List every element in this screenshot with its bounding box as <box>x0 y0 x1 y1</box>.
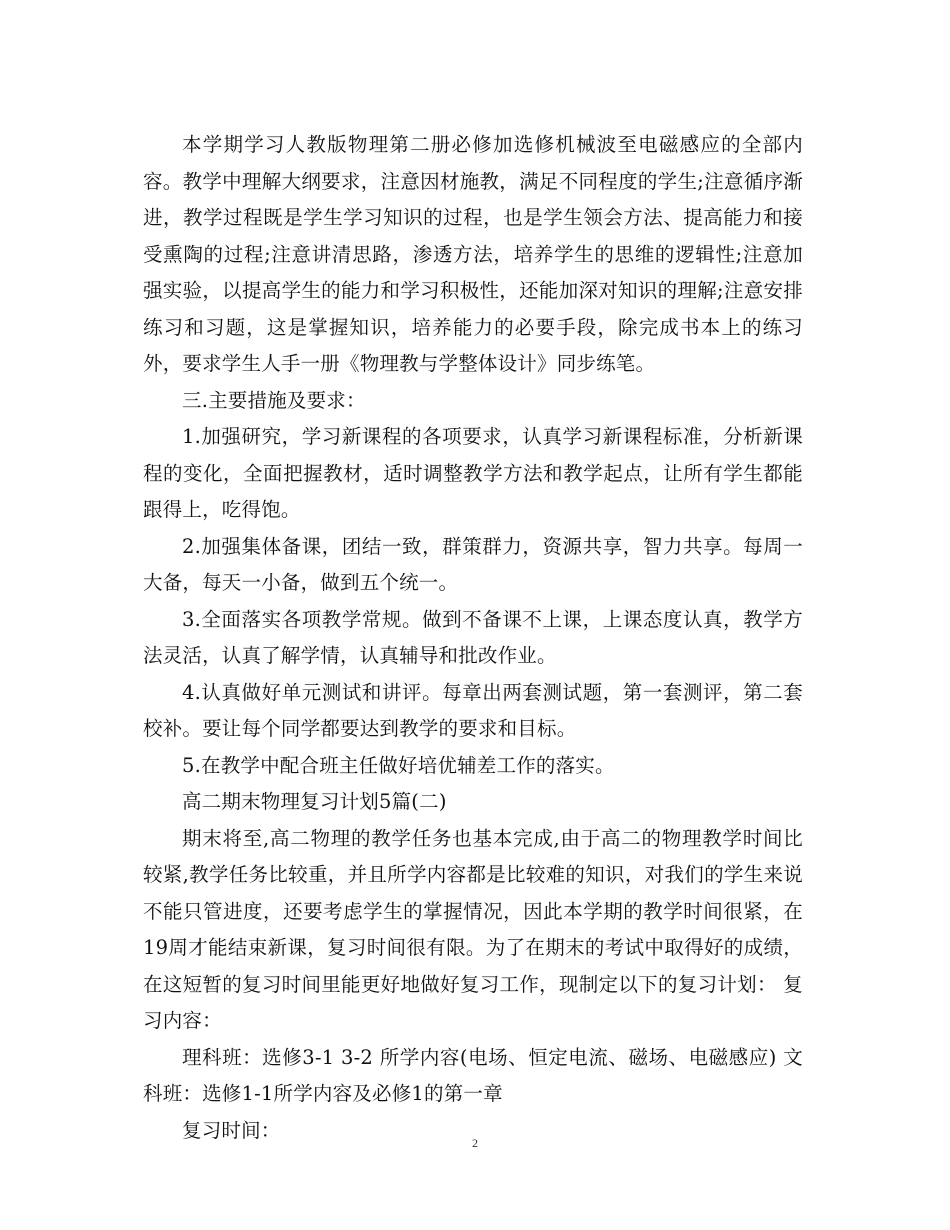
paragraph-course-content: 本学期学习人教版物理第二册必修加选修机械波至电磁感应的全部内容。教学中理解大纲要求，注意因材施教，满足不同程度的学生;注意循序渐进，教学过程既是学生学习知识的过程，也是学生领会方法、提高能力和接受熏陶的过程;注意讲清思路，渗透方法，培养学生的思维的逻辑性;注意加强实验，以提高学生的能力和学习积极性，还能加深对知识的理解;注意安排练习和习题，这是掌握知识，培养能力的必要手段，除完成书本上的练习外，要求学生人手一册《物理教与学整体设计》同步练笔。 <box>143 133 803 375</box>
paragraph-review-content: 理科班：选修3-1 3-2 所学内容(电场、恒定电流、磁场、电磁感应) 文科班：选修1-1所学内容及必修1的第一章 <box>143 1045 803 1105</box>
list-item-measure-2: 2.加强集体备课，团结一致，群策群力，资源共享，智力共享。每周一大备，每天一小备，做到五个统一。 <box>143 534 803 594</box>
paragraph-review-time: 复习时间： <box>182 1118 281 1142</box>
heading-main-measures: 三.主要措施及要求： <box>182 388 366 412</box>
list-item-measure-4: 4.认真做好单元测试和讲评。每章出两套测试题，第一套测评，第二套校补。要让每个同学都要达到教学的要求和目标。 <box>143 680 803 740</box>
document-body <box>143 127 803 1149</box>
paragraph-review-intro: 期末将至,高二物理的教学任务也基本完成,由于高二的物理教学时间比较紧,教学任务比较重，并且所学内容都是比较难的知识，对我们的学生来说不能只管进度，还要考虑学生的掌握情况，因此本学期的教学时间很紧，在19周才能结束新课，复习时间很有限。为了在期末的考试中取得好的成绩，在这短暂的复习时间里能更好地做好复习工作，现制定以下的复习计划： 复习内容： <box>143 826 803 1032</box>
page-number: 2 <box>472 1136 478 1150</box>
section-title-review-plan: 高二期末物理复习计划5篇(二) <box>182 790 447 813</box>
list-item-measure-3: 3.全面落实各项教学常规。做到不备课不上课，上课态度认真，教学方法灵活，认真了解学情，认真辅导和批改作业。 <box>143 607 803 667</box>
list-item-measure-5: 5.在教学中配合班主任做好培优辅差工作的落实。 <box>182 753 615 777</box>
list-item-measure-1: 1.加强研究，学习新课程的各项要求，认真学习新课程标准，分析新课程的变化，全面把握教材，适时调整教学方法和教学起点，让所有学生都能跟得上，吃得饱。 <box>143 425 803 521</box>
